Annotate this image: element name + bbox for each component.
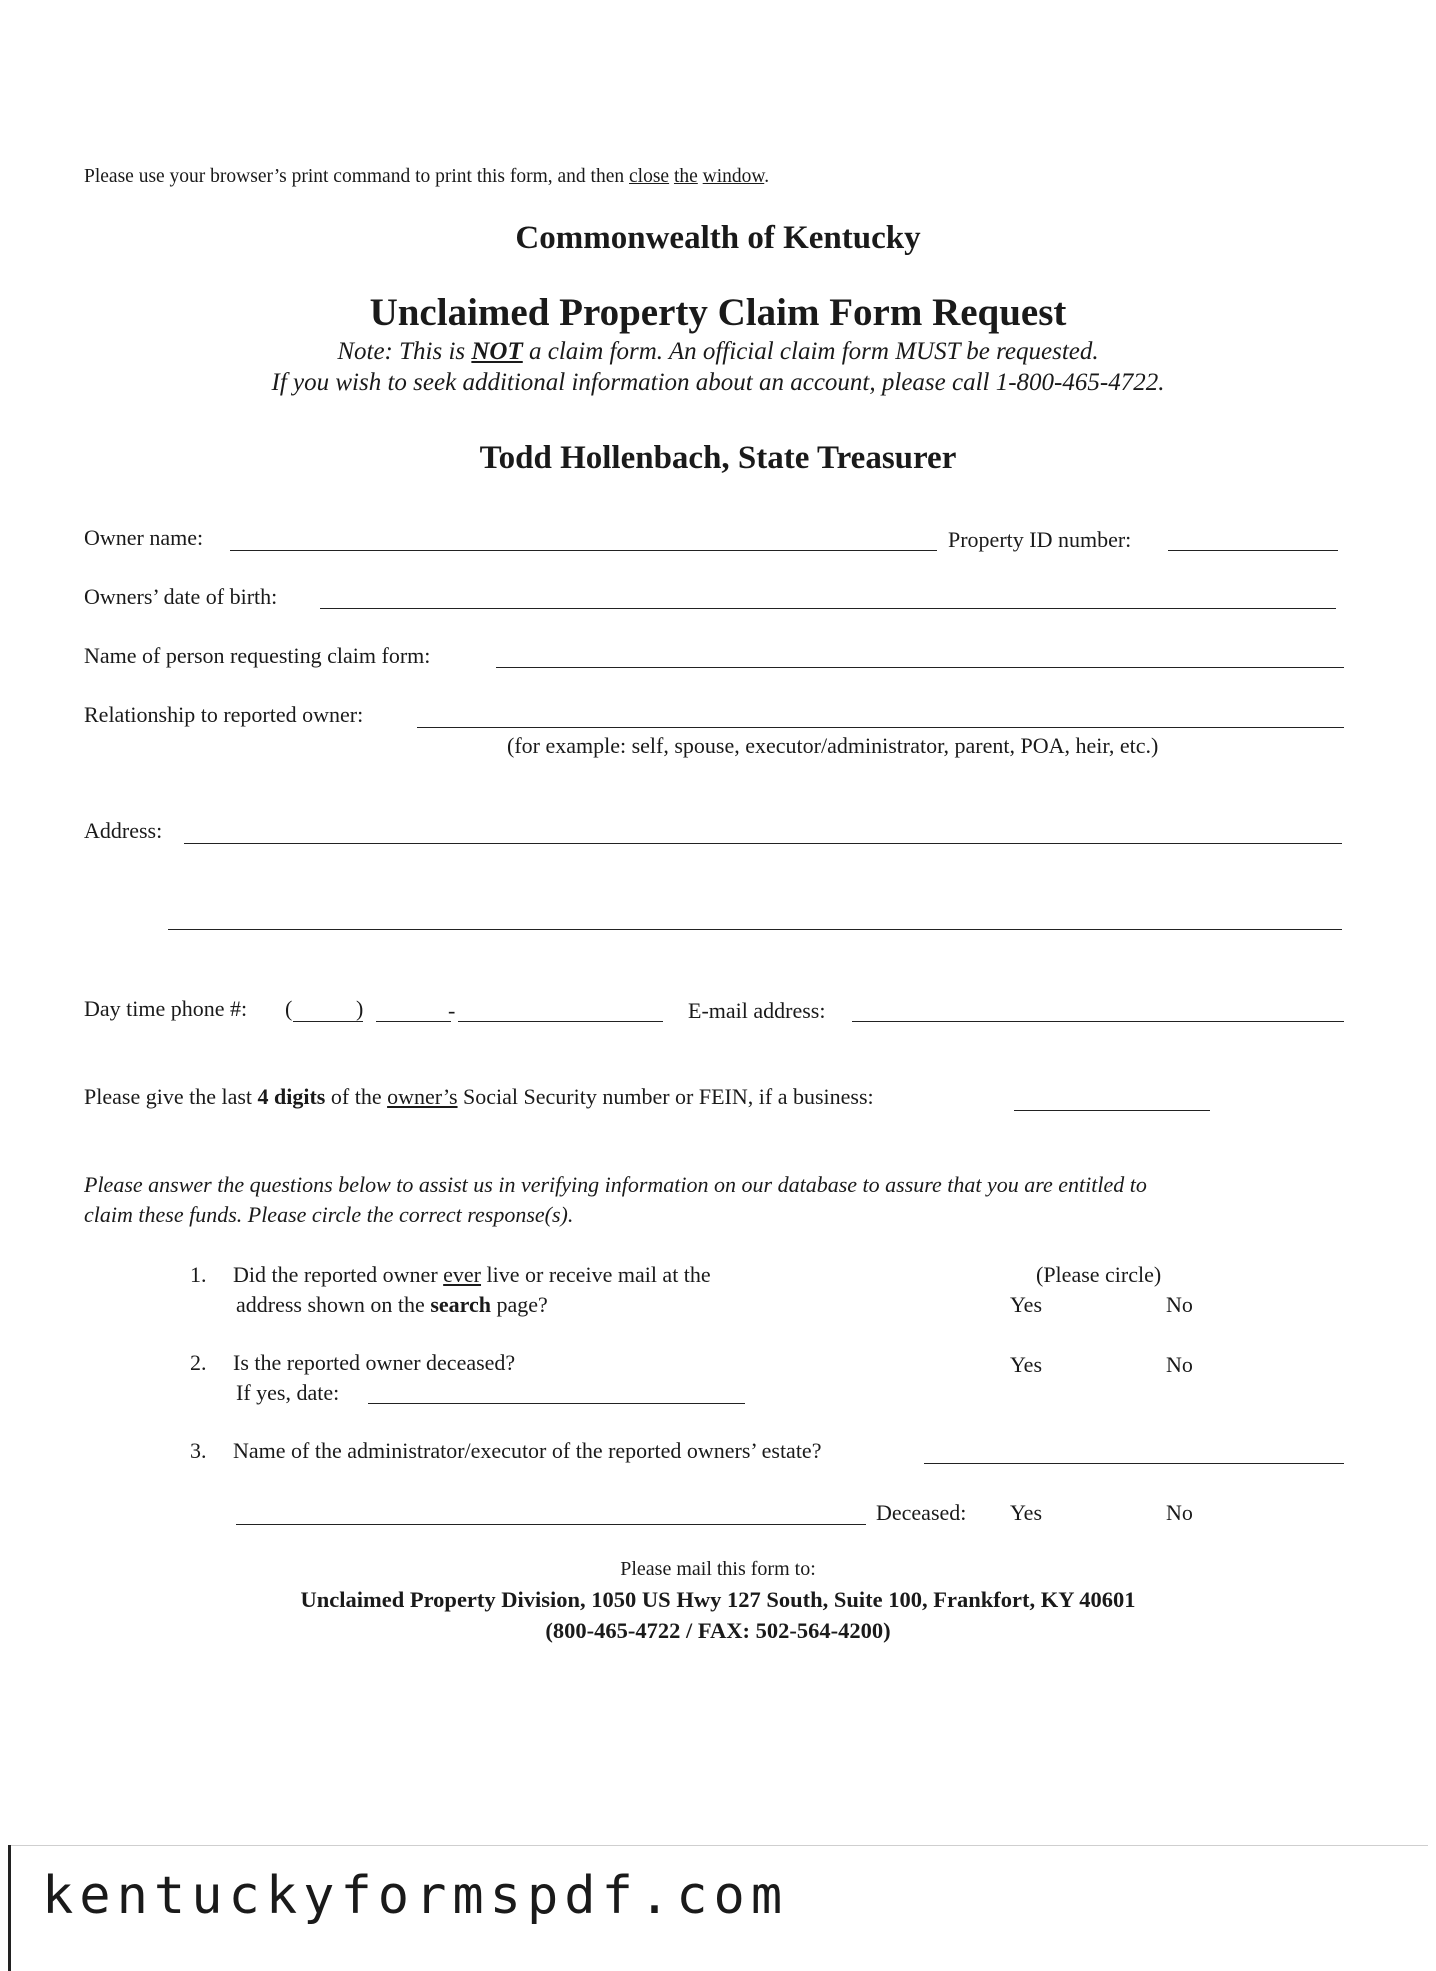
ssn-instruction: Please give the last 4 digits of the owner’s Social Security number or FEIN, if a business: [84,1084,874,1109]
footer-divider [8,1845,1428,1846]
phone-paren-close: ) [356,996,364,1021]
address-field-line1[interactable] [184,843,1342,844]
q3-number: 3. [190,1438,207,1463]
q3-administrator-field[interactable] [924,1463,1344,1464]
site-watermark: kentuckyformspdf.com [42,1866,789,1926]
owner-name-field[interactable] [230,550,937,551]
relationship-hint: (for example: self, spouse, executor/administrator, parent, POA, heir, etc.) [507,733,1159,758]
print-instruction: Please use your browser’s print command to print this form, and then close the window. [84,166,770,187]
note-line: Note: This is NOT a claim form. An official claim form MUST be requested. [337,338,1099,365]
address-label: Address: [84,818,163,843]
relationship-field[interactable] [417,727,1344,728]
phone-paren-open: ( [285,996,293,1021]
phone-prefix-field[interactable] [376,1021,451,1022]
q1-number: 1. [190,1262,207,1287]
property-id-field[interactable] [1168,550,1338,551]
requester-name-field[interactable] [496,667,1344,668]
q3-text: Name of the administrator/executor of the reported owners’ estate? [233,1438,822,1463]
q1-no-option[interactable]: No [1166,1292,1193,1317]
q3-yes-option[interactable]: Yes [1010,1500,1043,1525]
treasurer-heading: Todd Hollenbach, State Treasurer [479,440,957,476]
mail-phone-fax: (800-465-4722 / FAX: 502-564-4200) [545,1618,891,1643]
instructions-line1: Please answer the questions below to assist us in verifying information on our database to assure that you are entitled to [84,1172,1147,1197]
phone-dash: - [448,998,456,1023]
ssn-field[interactable] [1014,1110,1210,1111]
q2-yes-option[interactable]: Yes [1010,1352,1043,1377]
owner-name-label: Owner name: [84,525,204,550]
org-heading: Commonwealth of Kentucky [515,220,921,256]
phone-area-code-field[interactable] [293,1021,363,1022]
mail-address: Unclaimed Property Division, 1050 US Hwy 127 South, Suite 100, Frankfort, KY 40601 [300,1587,1136,1612]
close-window-link-the[interactable]: the [673,166,698,187]
instructions-line2: claim these funds. Please circle the correct response(s). [84,1202,574,1227]
q3-no-option[interactable]: No [1166,1500,1193,1525]
email-label: E-mail address: [688,998,826,1023]
q2-no-option[interactable]: No [1166,1352,1193,1377]
footer-edge-mark [8,1845,11,1971]
q3-deceased-label: Deceased: [876,1500,967,1525]
requester-name-label: Name of person requesting claim form: [84,643,431,668]
please-circle-label: (Please circle) [1036,1262,1162,1287]
mail-intro: Please mail this form to: [620,1558,816,1580]
phone-number-field[interactable] [458,1021,663,1022]
phone-label: Day time phone #: [84,996,248,1021]
q2-date-field[interactable] [368,1403,745,1404]
info-line: If you wish to seek additional information about an account, please call 1-800-465-4722. [271,369,1165,396]
property-id-label: Property ID number: [948,527,1132,552]
q2-text: Is the reported owner deceased? [233,1350,516,1375]
owner-dob-label: Owners’ date of birth: [84,584,278,609]
email-field[interactable] [852,1021,1344,1022]
q1-yes-option[interactable]: Yes [1010,1292,1043,1317]
q3-administrator-field-line2[interactable] [236,1524,866,1525]
close-window-link[interactable]: close [629,166,670,187]
q1-text-line2: address shown on the search page? [236,1292,548,1317]
form-title: Unclaimed Property Claim Form Request [369,291,1067,334]
q2-date-label: If yes, date: [236,1380,340,1405]
q1-text-line1: Did the reported owner ever live or receive mail at the [233,1262,711,1287]
relationship-label: Relationship to reported owner: [84,702,364,727]
close-window-link-window[interactable]: window [702,166,765,187]
owner-dob-field[interactable] [320,608,1336,609]
address-field-line2[interactable] [168,929,1342,930]
q2-number: 2. [190,1350,207,1375]
not-emphasis: NOT [471,338,523,365]
